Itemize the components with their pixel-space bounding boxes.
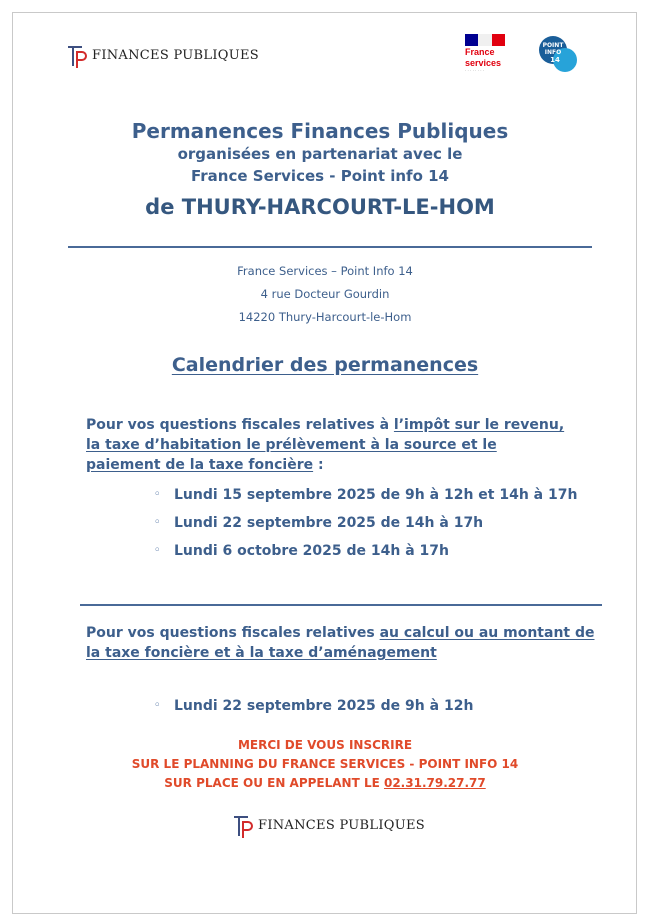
- date-text: Lundi 6 octobre 2025 de 14h à 17h: [174, 543, 450, 559]
- section2-intro-plain: Pour vos questions fiscales relatives: [86, 625, 380, 641]
- section2-intro: [86, 623, 598, 663]
- finances-publiques-logo-icon: [232, 812, 254, 838]
- section1-intro-underlined: l’impôt sur le revenu, la taxe d’habitation le prélèvement à la source et le paiement de la taxe foncière: [86, 417, 565, 473]
- point-info-14-icon: [537, 34, 579, 76]
- address-line-2: 4 rue Docteur Gourdin: [260, 287, 390, 301]
- title-line-1: Permanences Finances Publiques: [131, 119, 509, 143]
- finances-publiques-logo-text: FINANCES PUBLIQUES: [92, 47, 259, 63]
- title-line-2: organisées en partenariat avec le: [177, 145, 463, 163]
- bullet-icon: ◦: [154, 700, 161, 711]
- france-flag-icon: [465, 34, 505, 46]
- notice-line-3: [100, 774, 550, 793]
- bullet-icon: ◦: [154, 517, 161, 528]
- france-services-logo: [465, 34, 509, 73]
- title-block: [60, 119, 580, 219]
- registration-notice: [100, 736, 550, 793]
- france-services-name-2: services: [465, 58, 502, 68]
- section1-intro: [86, 415, 576, 475]
- phone-number-link[interactable]: 02.31.79.27.77: [383, 776, 486, 790]
- footer-finances-publiques-logo: [232, 812, 425, 838]
- date-text: Lundi 15 septembre 2025 de 9h à 12h et 14h à 17h: [174, 487, 578, 503]
- section1-intro-end: :: [313, 457, 324, 473]
- calendar-title: Calendrier des permanences: [171, 354, 479, 376]
- section2-intro-underlined: au calcul ou au montant de la taxe foncière et à la taxe d’aménagement: [86, 625, 595, 661]
- address-line-3: 14220 Thury-Harcourt-le-Hom: [238, 310, 412, 324]
- footer-logo-text: FINANCES PUBLIQUES: [258, 817, 425, 833]
- bullet-icon: ◦: [154, 489, 161, 500]
- point-info-line2: INFO: [544, 49, 562, 56]
- france-services-name-1: France: [465, 47, 495, 57]
- list-item: [154, 692, 594, 720]
- list-item: [154, 537, 594, 565]
- point-info-line3: 14: [550, 56, 560, 64]
- list-item: [154, 481, 594, 509]
- point-info-14-logo: [537, 34, 579, 80]
- title-line-4: de THURY-HARCOURT-LE-HOM: [145, 195, 495, 219]
- address-block: [150, 260, 500, 329]
- bullet-icon: ◦: [154, 545, 161, 556]
- address-line-1: France Services – Point Info 14: [237, 264, 413, 278]
- notice-line-3-prefix: SUR PLACE OU EN APPELANT LE: [164, 776, 384, 790]
- date-text: Lundi 22 septembre 2025 de 9h à 12h: [174, 698, 474, 714]
- section1-date-list: [154, 481, 594, 565]
- section1-intro-plain: Pour vos questions fiscales relatives à: [86, 417, 394, 433]
- list-item: [154, 509, 594, 537]
- france-services-motto-icon: · · · · · · · ·: [465, 68, 485, 73]
- date-text: Lundi 22 septembre 2025 de 14h à 17h: [174, 515, 484, 531]
- notice-line-1: MERCI DE VOUS INSCRIRE: [237, 738, 413, 752]
- point-info-line1: POINT: [542, 42, 564, 49]
- finances-publiques-logo-icon: [66, 42, 88, 68]
- finances-publiques-logo: [66, 42, 259, 68]
- title-line-3: France Services - Point info 14: [191, 167, 449, 185]
- title-divider: [68, 246, 592, 248]
- section2-date-list: [154, 692, 594, 720]
- section-divider: [80, 604, 602, 606]
- notice-line-2: SUR LE PLANNING DU FRANCE SERVICES - POINT INFO 14: [131, 757, 519, 771]
